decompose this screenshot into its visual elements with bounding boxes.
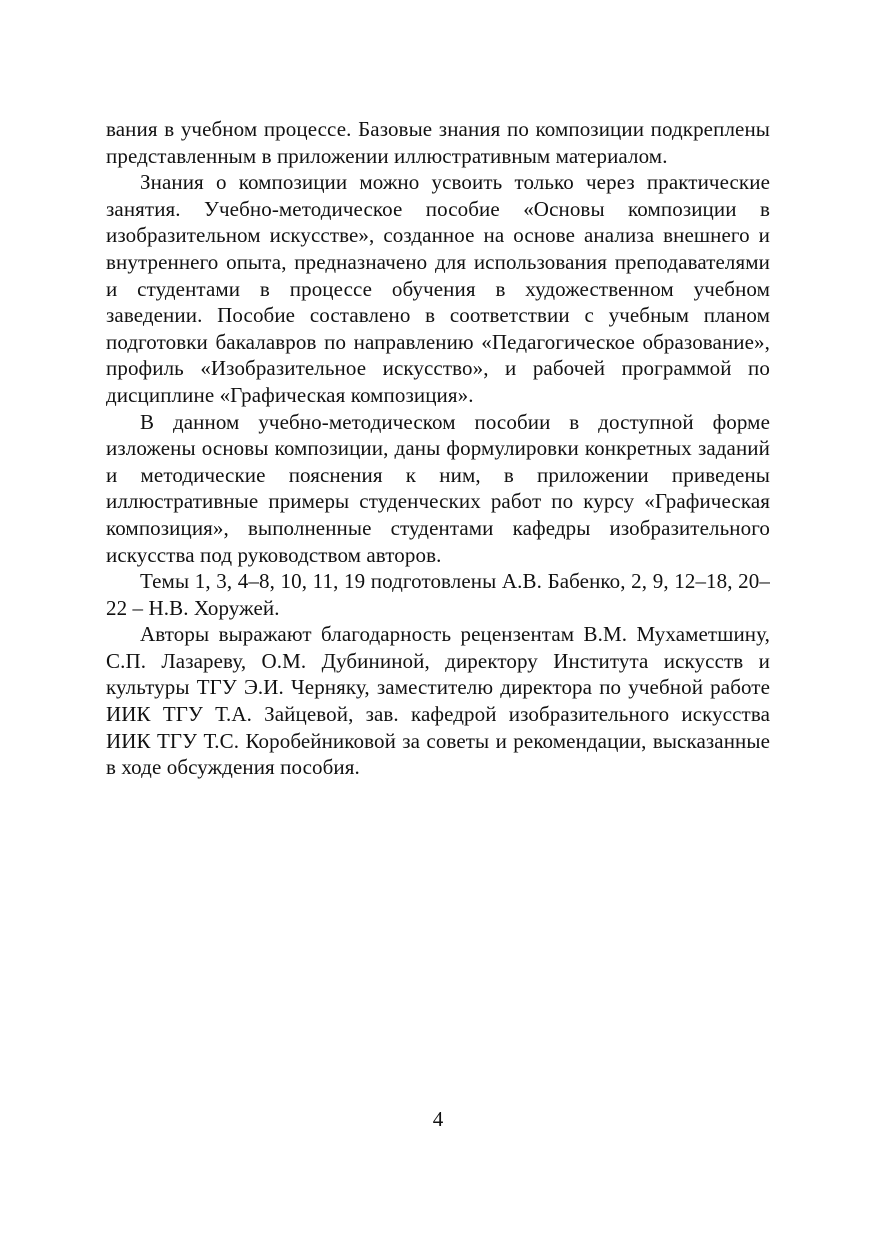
paragraph-practical-lessons: Знания о композиции можно усвоить только через практические занятия. Учебно-методическое пособие «Основы композиции в изобразительном искусстве», созданное на основе анализа внешнего и внутреннего опыта, предназначено для использования преподавателями и студентами в процессе обучения в художественном учебном заведении. Пособие составлено в соответствии с учебным планом подготовки бакалавров по направлению «Педагогическое образование», профиль «Изобразительное искусство», и рабочей программой по дисциплине «Графическая композиция». bbox=[106, 170, 770, 407]
paragraph-manual-contents: В данном учебно-методическом пособии в доступной форме изложены основы композиции, даны формулировки конкретных заданий и методические пояснения к ним, в приложении приведены иллюстративные примеры студенческих работ по курсу «Графическая композиция», выполненные студентами кафедры изобразительного искусства под руководством авторов. bbox=[106, 409, 770, 567]
paragraph-continuation: вания в учебном процессе. Базовые знания по композиции подкреплены представленным в приложении иллюстративным материалом. bbox=[106, 117, 770, 168]
page-number: 4 bbox=[432, 1107, 444, 1131]
paragraph-topic-authors: Темы 1, 3, 4–8, 10, 11, 19 подготовлены А.В. Бабенко, 2, 9, 12–18, 20–22 – Н.В. Хоружей. bbox=[106, 569, 770, 620]
paragraph-acknowledgements: Авторы выражают благодарность рецензентам В.М. Мухаметшину, С.П. Лазареву, О.М. Дубининой, директору Института искусств и культуры ТГУ Э.И. Черняку, заместителю директора по учебной работе ИИК ТГУ Т.А. Зайцевой, зав. кафедрой изобразительного искусства ИИК ТГУ Т.С. Коробейниковой за советы и рекомендации, высказанные в ходе обсуждения пособия. bbox=[106, 622, 770, 780]
body-text bbox=[106, 116, 770, 781]
